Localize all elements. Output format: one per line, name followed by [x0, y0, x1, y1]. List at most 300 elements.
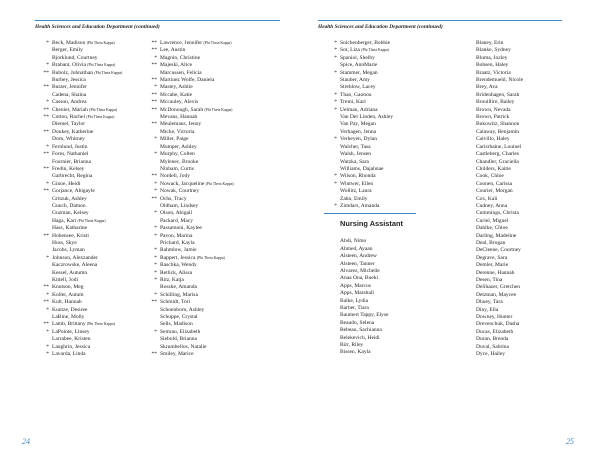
- name-text: Chandler, Graciella: [476, 158, 519, 165]
- honoree-name: [154, 136, 280, 143]
- name-text: Drevenchuk, Dasha: [476, 321, 520, 328]
- honoree-name: [340, 283, 460, 290]
- name-text: Tremi, Kari: [340, 99, 366, 106]
- name-text: Kult, Hannah: [52, 299, 82, 306]
- name-column: [334, 40, 460, 357]
- honoree-name: [476, 166, 596, 173]
- honoree-name: [476, 233, 596, 240]
- name-text: Verheyen, Dylan: [340, 136, 377, 143]
- honor-mark: *: [154, 291, 157, 298]
- name-text: Balke, Lydia: [340, 297, 369, 304]
- honor-mark: **: [43, 321, 49, 328]
- name-text: Duran, Brenda: [476, 336, 509, 343]
- name-column: [151, 40, 280, 358]
- name-text: Van Pay, Megan: [340, 121, 376, 128]
- name-text: Gunch, Damon: [52, 202, 86, 209]
- name-text: LaBine, Molly: [52, 314, 85, 321]
- honor-mark: **: [151, 62, 157, 69]
- name-text: Oldham, Lindsey: [160, 202, 199, 209]
- honoree-name: [151, 99, 280, 106]
- honor-mark: **: [43, 151, 49, 158]
- honoree-name: [476, 70, 596, 77]
- honor-mark: *: [154, 232, 157, 239]
- name-text: Lamb, Brittany: [52, 321, 86, 328]
- honoree-name: [160, 203, 280, 210]
- honoree-name: [151, 77, 280, 84]
- honor-mark: *: [334, 136, 337, 143]
- honoree-name: [154, 232, 280, 240]
- name-text: Strehlow, Lacey: [340, 84, 376, 91]
- name-text: Jacobs, Lyman: [52, 247, 85, 254]
- name-text: Murphy, Colten: [160, 151, 195, 158]
- honor-note: (Phi Theta Kappa): [196, 255, 225, 260]
- honoree-name: [52, 336, 172, 343]
- name-text: Demler, Marie: [476, 262, 509, 269]
- honoree-name: [476, 284, 596, 291]
- honoree-name: [334, 99, 460, 106]
- honor-mark: *: [154, 269, 157, 276]
- name-text: Williams, Dajahnae: [340, 165, 384, 172]
- honoree-name: [160, 307, 280, 314]
- name-text: Degrave, Sara: [476, 254, 508, 261]
- name-text: Fredin, Kelsey: [52, 165, 85, 172]
- honor-mark: *: [334, 69, 337, 76]
- name-text: Ahmed, Ayaan: [340, 245, 373, 252]
- honoree-name: [151, 299, 280, 306]
- honor-mark: *: [154, 225, 157, 232]
- name-text: Pavon, Marina: [160, 232, 193, 239]
- name-text: Lawrence, Jennifer: [160, 40, 203, 46]
- honoree-name: [476, 270, 596, 277]
- name-text: McDonough, Sarah: [160, 106, 204, 113]
- honor-mark: **: [151, 47, 157, 54]
- honor-note: (Phi Theta Kappa): [77, 218, 106, 223]
- honoree-name: [334, 47, 460, 54]
- honoree-name: [334, 173, 460, 180]
- honoree-name: [340, 62, 460, 69]
- honoree-name: [476, 188, 596, 195]
- honor-mark: *: [154, 210, 157, 217]
- name-text: Mevans, Hannah: [160, 114, 198, 121]
- name-text: Belekevich, Heidi: [340, 334, 380, 341]
- honor-mark: *: [46, 351, 49, 358]
- name-text: Lee, Austin: [160, 47, 186, 54]
- honoree-name: [476, 136, 596, 143]
- honoree-name: [151, 91, 280, 99]
- honoree-name: [154, 84, 280, 91]
- honoree-name: [151, 351, 280, 358]
- honoree-name: [46, 343, 172, 351]
- honoree-name: [476, 181, 596, 188]
- name-text: Bissen, Kayla: [340, 349, 371, 356]
- honoree-name: [151, 173, 280, 180]
- honoree-name: [52, 314, 172, 321]
- honoree-name: [340, 129, 460, 136]
- honoree-name: [476, 262, 596, 269]
- honoree-name: [52, 203, 172, 210]
- honor-mark: *: [154, 54, 157, 61]
- honoree-name: [43, 114, 172, 121]
- honoree-name: [160, 159, 280, 166]
- honoree-name: [160, 240, 280, 247]
- name-text: Gorjance, Abigayle: [52, 188, 95, 195]
- honor-mark: **: [43, 69, 49, 76]
- honoree-name: [334, 69, 460, 77]
- name-text: Thao, Gaonou: [340, 91, 372, 98]
- honoree-name: [476, 336, 596, 343]
- name-text: Bluma, Jozley: [476, 54, 508, 61]
- name-text: Desen, Tina: [476, 277, 503, 283]
- name-text: Kittell, Jodi: [52, 277, 78, 283]
- honor-note: (Phi Theta Kappa): [204, 107, 233, 112]
- name-text: Ginoe, Heidi: [52, 180, 81, 187]
- name-text: Mumper, Ashley: [160, 143, 197, 150]
- honoree-name: [476, 173, 596, 180]
- name-text: Smiley, Marice: [160, 351, 194, 358]
- name-text: Rahmlow, Jamie: [160, 247, 197, 254]
- honor-mark: **: [43, 284, 49, 291]
- honoree-name: [154, 180, 280, 188]
- name-text: Spice, AnnMarie: [340, 62, 378, 69]
- name-text: Guzman, Kelsey: [52, 210, 89, 217]
- honor-note: (Phi Theta Kappa): [86, 115, 115, 120]
- honor-mark: **: [151, 99, 157, 106]
- honoree-name: [43, 69, 172, 77]
- name-column: [476, 40, 596, 358]
- honor-note: (Phi Theta Kappa): [205, 181, 234, 186]
- honor-mark: *: [46, 254, 49, 261]
- honoree-name: [340, 298, 460, 305]
- honoree-name: [340, 166, 460, 173]
- honor-mark: *: [154, 136, 157, 143]
- honoree-name: [340, 246, 460, 253]
- name-text: Cadena, Shaina: [52, 91, 87, 98]
- name-text: Dyce, Hailey: [476, 351, 506, 358]
- honoree-name: [476, 314, 596, 321]
- name-text: Mccauley, Alexis: [160, 99, 199, 106]
- honoree-name: [476, 55, 596, 62]
- name-text: Duval, Sabrina: [476, 343, 509, 350]
- name-text: Courier, Morgan: [476, 188, 513, 195]
- name-text: DeShazer, Gretchen: [476, 284, 521, 291]
- name-text: Marcussen, Felicia: [160, 69, 202, 76]
- honoree-name: [340, 290, 460, 297]
- honor-mark: *: [46, 291, 49, 298]
- honoree-name: [160, 70, 280, 77]
- honoree-name: [43, 321, 172, 328]
- honoree-name: [340, 144, 460, 151]
- name-text: Johnson, Alexzander: [52, 254, 98, 261]
- name-text: Mccabe, Katie: [160, 91, 193, 98]
- honoree-name: [476, 329, 596, 336]
- name-text: Packard, Macy: [160, 217, 193, 224]
- name-text: Nowack, Jacqueline: [160, 180, 205, 187]
- honoree-name: [334, 91, 460, 99]
- name-text: Larrabee, Kristen: [52, 336, 91, 343]
- honoree-name: [160, 336, 280, 343]
- honor-mark: **: [43, 106, 49, 113]
- honoree-name: [160, 321, 280, 328]
- honoree-name: [476, 62, 596, 69]
- honoree-name: [476, 99, 596, 106]
- name-text: Detzman, Maycee: [476, 291, 517, 298]
- honoree-name: [340, 151, 460, 158]
- honoree-name: [154, 277, 280, 284]
- name-text: Childers, Kaitie: [476, 165, 511, 172]
- honoree-name: [476, 159, 596, 166]
- page-number: 24: [22, 437, 30, 446]
- name-text: Walsh, Jensen: [340, 151, 372, 158]
- name-text: Wilson, Rhonda: [340, 173, 376, 180]
- name-text: Magnin, Christine: [160, 54, 201, 61]
- name-text: Spaniol, Shelby: [340, 54, 375, 61]
- name-text: Laughrin, Jessica: [52, 343, 91, 350]
- honor-mark: **: [43, 165, 49, 172]
- name-text: Ritz, Katja: [160, 277, 184, 283]
- honoree-name: [340, 84, 460, 91]
- honoree-name: [154, 188, 280, 195]
- honoree-name: [151, 62, 280, 69]
- name-text: Stauber, Amy: [340, 77, 371, 84]
- honoree-name: [340, 335, 460, 342]
- name-text: Rosske, Amanda: [160, 284, 197, 291]
- honoree-name: [476, 203, 596, 210]
- honor-mark: **: [151, 351, 157, 358]
- honoree-name: [340, 320, 460, 327]
- honor-mark: **: [151, 173, 157, 180]
- honor-mark: *: [46, 180, 49, 187]
- honor-mark: **: [43, 128, 49, 135]
- honoree-name: [340, 253, 460, 260]
- honoree-name: [476, 255, 596, 262]
- honor-note: (Phi Theta Kappa): [203, 41, 232, 45]
- honoree-name: [154, 328, 280, 336]
- honor-mark: *: [46, 143, 49, 150]
- honor-note: (Phi Theta Kappa): [89, 107, 118, 112]
- name-text: Barber, Tiara: [340, 305, 369, 311]
- honor-mark: *: [154, 254, 157, 261]
- name-text: Bukowitz, Shannon: [476, 121, 520, 128]
- name-text: Brabant, Olivia: [52, 62, 86, 69]
- name-text: Diny, Ella: [476, 306, 499, 313]
- honoree-name: [154, 262, 280, 269]
- honoree-name: [476, 218, 596, 225]
- name-text: Blanke, Sydney: [476, 47, 511, 54]
- name-text: Baumert Tappy, Elyse: [340, 312, 389, 319]
- name-text: Fernlund, Justin: [52, 143, 88, 150]
- name-text: Chenier, Mariah: [52, 106, 88, 113]
- honor-mark: **: [151, 77, 157, 84]
- name-text: Birr, Riley: [340, 342, 364, 349]
- name-text: Siebold, Brianna: [160, 336, 197, 343]
- honoree-name: [151, 40, 280, 47]
- honoree-name: [476, 351, 596, 358]
- page-header: Health Sciences and Education Department (continued): [318, 24, 443, 30]
- honoree-name: [52, 159, 172, 166]
- name-text: Fores, Nathaniel: [52, 151, 89, 158]
- name-text: Bohsen, Haley: [476, 62, 509, 69]
- name-text: Ochs, Tracy: [160, 195, 187, 202]
- section-title-text: Nursing Assistant: [340, 219, 403, 229]
- honor-mark: *: [154, 151, 157, 158]
- honoree-name: [340, 121, 460, 128]
- name-text: Kessel, Autumn: [52, 269, 88, 276]
- name-text: Passamoni, Kaylee: [160, 225, 202, 232]
- honoree-name: [340, 349, 460, 356]
- honoree-name: [340, 159, 460, 166]
- section-rule: [324, 213, 416, 214]
- name-text: Koller, Autum: [52, 291, 84, 298]
- honor-mark: **: [43, 299, 49, 306]
- name-text: Beaudo, Selena: [340, 319, 375, 326]
- honoree-name: [476, 84, 596, 91]
- name-text: Casson, Andrea: [52, 99, 87, 106]
- honoree-name: [154, 254, 280, 262]
- honoree-name: [476, 292, 596, 299]
- name-text: Micke, Victoria: [160, 128, 195, 135]
- name-text: Schuppe, Crystal: [160, 314, 198, 321]
- honoree-name: [154, 269, 280, 277]
- name-text: Uelman, Adriana: [340, 106, 378, 113]
- name-text: Bubolz, Johnathan: [52, 69, 93, 76]
- honoree-name: [340, 238, 460, 245]
- name-text: Stammer, Megan: [340, 69, 378, 76]
- honor-mark: *: [334, 99, 337, 106]
- honoree-name: [160, 144, 280, 151]
- name-text: Brendemuehl, Nicole: [476, 77, 524, 84]
- name-text: Brouillire, Bailey: [476, 99, 515, 106]
- honoree-name: [160, 129, 280, 136]
- honoree-name: [52, 240, 172, 247]
- right-page: [300, 0, 600, 463]
- honoree-name: [43, 128, 172, 136]
- name-text: Carisrhaine, Louinel: [476, 143, 522, 150]
- name-text: Ninham, Curtis: [160, 165, 194, 172]
- honoree-name: [154, 247, 280, 254]
- honor-mark: *: [46, 62, 49, 69]
- name-text: Beck, Madison: [52, 40, 86, 46]
- name-text: Bridenhagen, Sarah: [476, 91, 520, 98]
- honor-note: (Phi Theta Kappa): [86, 41, 115, 45]
- name-text: Calaway, Benjamin: [476, 128, 520, 135]
- honoree-name: [476, 47, 596, 54]
- honoree-name: [334, 40, 460, 47]
- name-text: Garbrecht, Regina: [52, 173, 93, 180]
- honoree-name: [476, 344, 596, 351]
- honor-mark: *: [154, 328, 157, 335]
- name-text: Verhagen, Jenna: [340, 128, 377, 135]
- name-text: Walcher, Tasa: [340, 143, 371, 150]
- honoree-name: [476, 299, 596, 306]
- honor-mark: **: [151, 91, 157, 98]
- name-text: Diemel, Taylor: [52, 121, 86, 128]
- honor-mark: *: [334, 106, 337, 113]
- honoree-name: [154, 291, 280, 299]
- honor-mark: *: [334, 173, 337, 180]
- honor-mark: *: [154, 180, 157, 187]
- honor-mark: **: [43, 114, 49, 121]
- honoree-name: [476, 121, 596, 128]
- honoree-name: [52, 218, 172, 225]
- name-text: Semrau, Elizabeth: [160, 328, 201, 335]
- name-list: [340, 238, 460, 357]
- honoree-name: [154, 225, 280, 232]
- name-text: Olson, Abigail: [160, 210, 193, 217]
- honoree-name: [154, 151, 280, 158]
- page-header: Health Sciences and Education Department (continued): [35, 24, 160, 30]
- name-text: Hass, Katharine: [52, 225, 88, 232]
- name-text: Skrumbellos, Natalie: [160, 343, 207, 350]
- name-text: Castleberg, Charles: [476, 151, 519, 158]
- honor-mark: *: [334, 91, 337, 98]
- honoree-name: [476, 196, 596, 203]
- honor-mark: *: [154, 277, 157, 283]
- honoree-name: [46, 143, 172, 151]
- name-text: Abdi, Nimo: [340, 238, 367, 245]
- name-text: Meulemans, Jenny: [160, 121, 202, 128]
- honoree-name: [476, 151, 596, 158]
- honoree-name: [476, 107, 596, 114]
- name-text: Wintwer, Ellen: [340, 180, 374, 187]
- name-text: Alsteen, Tanner: [340, 260, 375, 267]
- honoree-name: [476, 210, 596, 217]
- honor-mark: **: [43, 232, 49, 239]
- honoree-name: [160, 166, 280, 173]
- name-text: Rappert, Jessica: [160, 254, 196, 261]
- name-text: Haga, Kari: [52, 217, 77, 224]
- honoree-name: [476, 240, 596, 247]
- name-text: Lavarda, Linda: [52, 351, 86, 358]
- name-text: Derenne, Hannah: [476, 269, 515, 276]
- honoree-name: [340, 268, 460, 275]
- name-text: Berger, Emily: [52, 47, 83, 54]
- honoree-name: [151, 121, 280, 128]
- honoree-name: [160, 314, 280, 321]
- honoree-name: [151, 106, 280, 114]
- name-text: Schmidt, Tori: [160, 299, 191, 306]
- honoree-name: [340, 188, 460, 195]
- name-text: Dahlke, Chloe: [476, 225, 508, 232]
- header-rule: [318, 20, 562, 21]
- name-text: Ducas, Elizabeth: [476, 328, 514, 335]
- name-text: Schilling, Marisa: [160, 291, 198, 298]
- name-text: Apps, Marshall: [340, 290, 374, 297]
- name-text: Gritzuk, Ashley: [52, 195, 87, 202]
- name-text: Raschka, Wendy: [160, 262, 197, 269]
- name-text: LaPointe, Linsey: [52, 328, 90, 335]
- name-text: Kaczrowske, Aleena: [52, 262, 98, 269]
- honor-mark: *: [46, 99, 49, 106]
- honoree-name: [151, 195, 280, 203]
- name-text: Alvarez, Michelle: [340, 267, 380, 274]
- header-rule: [35, 20, 280, 21]
- honoree-name: [476, 307, 596, 314]
- name-text: Calvillo, Haley: [476, 136, 510, 143]
- honoree-name: [154, 210, 280, 217]
- honor-mark: **: [151, 40, 157, 46]
- name-text: Hohensee, Kristi: [52, 232, 89, 239]
- name-text: Blaney, Erin: [476, 40, 504, 46]
- honor-mark: **: [43, 84, 49, 91]
- honor-mark: **: [151, 121, 157, 128]
- honoree-name: [476, 225, 596, 232]
- name-text: Fournier, Brianna: [52, 158, 91, 165]
- honor-note: (Phi Theta Kappa): [87, 63, 116, 68]
- honor-mark: *: [334, 40, 337, 46]
- honor-mark: *: [154, 188, 157, 195]
- honoree-name: [476, 247, 596, 254]
- name-text: Coonen, Carissa: [476, 180, 513, 187]
